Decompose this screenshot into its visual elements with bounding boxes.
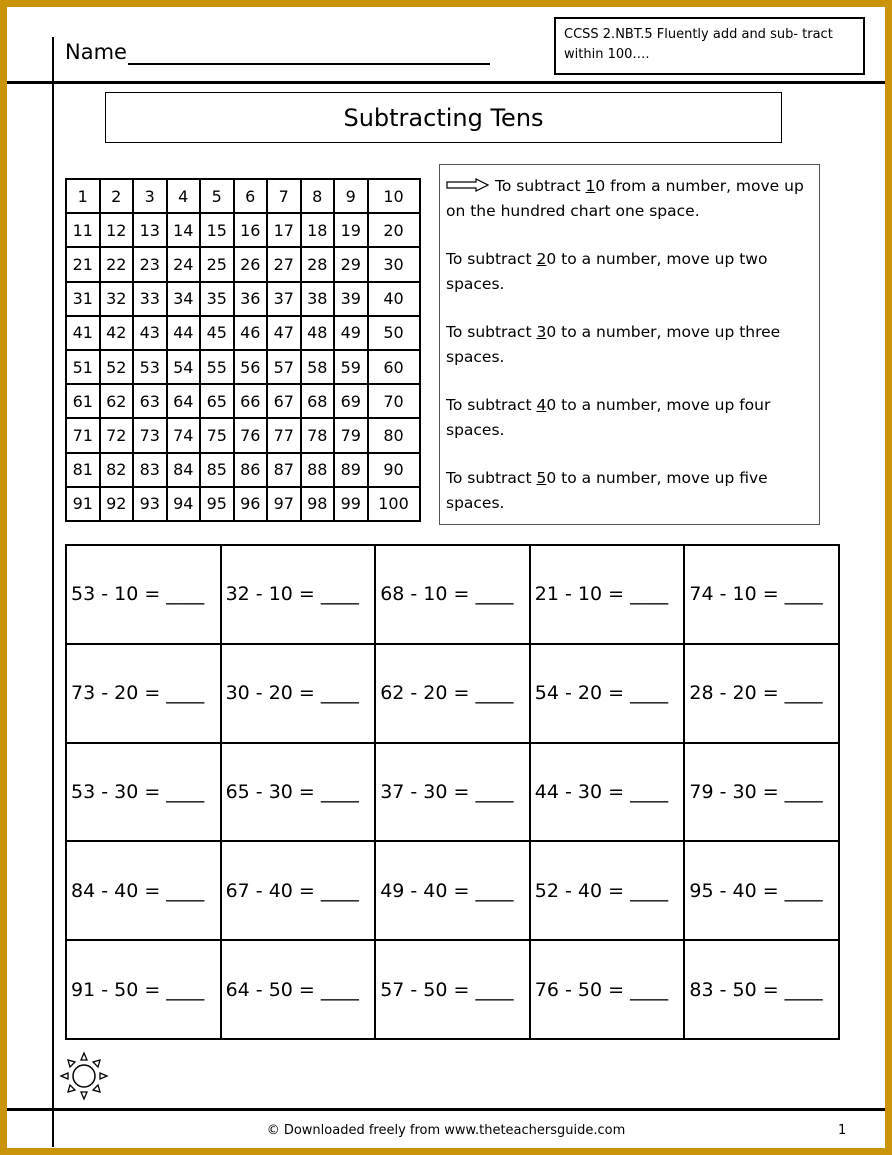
hundred-chart-cell: 1 <box>66 179 100 213</box>
instruction-text-pre: To subtract <box>495 177 586 195</box>
instruction-paragraph <box>446 320 813 370</box>
worksheet-title: Subtracting Tens <box>105 92 782 143</box>
hundred-chart-cell: 100 <box>368 487 420 521</box>
hundred-chart-cell: 75 <box>200 418 234 452</box>
hundred-chart-cell: 24 <box>167 247 201 281</box>
hundred-chart-cell: 20 <box>368 213 420 247</box>
subtraction-problem[interactable]: 83 - 50 = ____ <box>685 941 840 1040</box>
instruction-text-num-u: 5 <box>536 469 547 487</box>
hundred-chart-cell: 6 <box>234 179 268 213</box>
hundred-chart-cell: 60 <box>368 350 420 384</box>
hundred-chart-cell: 94 <box>167 487 201 521</box>
name-label: Name <box>65 40 127 64</box>
hundred-chart-cell: 95 <box>200 487 234 521</box>
subtraction-problem[interactable]: 73 - 20 = ____ <box>67 645 222 744</box>
subtraction-problem[interactable]: 37 - 30 = ____ <box>376 744 531 843</box>
subtraction-problem[interactable]: 52 - 40 = ____ <box>531 842 686 941</box>
hundred-chart-row <box>66 487 420 521</box>
hundred-chart-cell: 64 <box>167 384 201 418</box>
subtraction-problem[interactable]: 91 - 50 = ____ <box>67 941 222 1040</box>
hundred-chart-cell: 4 <box>167 179 201 213</box>
instruction-text-post: to a number, move up two spaces. <box>446 250 768 293</box>
subtraction-problem[interactable]: 30 - 20 = ____ <box>222 645 377 744</box>
instruction-paragraph <box>446 466 813 516</box>
hundred-chart-cell: 81 <box>66 453 100 487</box>
instruction-text-num-rest: 0 <box>546 250 557 268</box>
instruction-text-num-u: 1 <box>585 177 596 195</box>
hundred-chart-cell: 70 <box>368 384 420 418</box>
sun-icon <box>59 1051 109 1101</box>
hundred-chart-cell: 43 <box>133 316 167 350</box>
subtraction-problem[interactable]: 68 - 10 = ____ <box>376 546 531 645</box>
header-divider <box>7 81 885 84</box>
subtraction-problem[interactable]: 54 - 20 = ____ <box>531 645 686 744</box>
hundred-chart-row <box>66 247 420 281</box>
hundred-chart-row <box>66 453 420 487</box>
hundred-chart-cell: 85 <box>200 453 234 487</box>
hundred-chart-cell: 38 <box>301 282 335 316</box>
subtraction-problem[interactable]: 65 - 30 = ____ <box>222 744 377 843</box>
hundred-chart-cell: 99 <box>334 487 368 521</box>
hundred-chart-cell: 16 <box>234 213 268 247</box>
right-arrow-icon <box>446 178 490 192</box>
hundred-chart-cell: 93 <box>133 487 167 521</box>
hundred-chart-cell: 33 <box>133 282 167 316</box>
hundred-chart <box>65 178 421 522</box>
problems-grid <box>65 544 840 1040</box>
hundred-chart-cell: 15 <box>200 213 234 247</box>
hundred-chart-cell: 76 <box>234 418 268 452</box>
subtraction-problem[interactable]: 53 - 30 = ____ <box>67 744 222 843</box>
hundred-chart-cell: 68 <box>301 384 335 418</box>
hundred-chart-cell: 49 <box>334 316 368 350</box>
hundred-chart-cell: 78 <box>301 418 335 452</box>
hundred-chart-cell: 2 <box>100 179 134 213</box>
hundred-chart-cell: 36 <box>234 282 268 316</box>
hundred-chart-cell: 23 <box>133 247 167 281</box>
hundred-chart-cell: 29 <box>334 247 368 281</box>
name-field-line[interactable] <box>128 63 490 65</box>
standard-box: CCSS 2.NBT.5 Fluently add and sub- tract within 100…. <box>554 17 865 75</box>
hundred-chart-cell: 50 <box>368 316 420 350</box>
hundred-chart-cell: 17 <box>267 213 301 247</box>
hundred-chart-row <box>66 384 420 418</box>
subtraction-problem[interactable]: 79 - 30 = ____ <box>685 744 840 843</box>
subtraction-problem[interactable]: 64 - 50 = ____ <box>222 941 377 1040</box>
hundred-chart-cell: 30 <box>368 247 420 281</box>
hundred-chart-cell: 88 <box>301 453 335 487</box>
hundred-chart-cell: 28 <box>301 247 335 281</box>
hundred-chart-cell: 66 <box>234 384 268 418</box>
hundred-chart-row <box>66 179 420 213</box>
subtraction-problem[interactable]: 95 - 40 = ____ <box>685 842 840 941</box>
hundred-chart-cell: 21 <box>66 247 100 281</box>
hundred-chart-cell: 92 <box>100 487 134 521</box>
hundred-chart-cell: 58 <box>301 350 335 384</box>
hundred-chart-cell: 56 <box>234 350 268 384</box>
hundred-chart-cell: 7 <box>267 179 301 213</box>
margin-line <box>52 37 54 1147</box>
hundred-chart-cell: 59 <box>334 350 368 384</box>
instruction-text-post: to a number, move up five spaces. <box>446 469 768 512</box>
hundred-chart-cell: 5 <box>200 179 234 213</box>
hundred-chart-cell: 62 <box>100 384 134 418</box>
hundred-chart-cell: 53 <box>133 350 167 384</box>
hundred-chart-cell: 42 <box>100 316 134 350</box>
hundred-chart-cell: 22 <box>100 247 134 281</box>
hundred-chart-cell: 31 <box>66 282 100 316</box>
hundred-chart-cell: 9 <box>334 179 368 213</box>
instruction-text-num-u: 2 <box>536 250 547 268</box>
instruction-text-post: from a number, move up on the hundred chart one space. <box>446 177 804 220</box>
hundred-chart-cell: 27 <box>267 247 301 281</box>
hundred-chart-cell: 87 <box>267 453 301 487</box>
hundred-chart-cell: 80 <box>368 418 420 452</box>
hundred-chart-cell: 12 <box>100 213 134 247</box>
hundred-chart-cell: 79 <box>334 418 368 452</box>
subtraction-problem[interactable]: 28 - 20 = ____ <box>685 645 840 744</box>
instruction-text-num-u: 4 <box>536 396 547 414</box>
instruction-text-num-rest: 0 <box>546 469 557 487</box>
hundred-chart-cell: 54 <box>167 350 201 384</box>
hundred-chart-cell: 35 <box>200 282 234 316</box>
instruction-text-pre: To subtract <box>446 469 537 487</box>
hundred-chart-cell: 52 <box>100 350 134 384</box>
instruction-text-num-rest: 0 <box>546 323 557 341</box>
hundred-chart-cell: 14 <box>167 213 201 247</box>
instructions-box <box>439 164 820 525</box>
hundred-chart-cell: 44 <box>167 316 201 350</box>
subtraction-problem[interactable]: 49 - 40 = ____ <box>376 842 531 941</box>
subtraction-problem[interactable]: 84 - 40 = ____ <box>67 842 222 941</box>
subtraction-problem[interactable]: 44 - 30 = ____ <box>531 744 686 843</box>
worksheet-page <box>7 7 885 1148</box>
hundred-chart-cell: 10 <box>368 179 420 213</box>
hundred-chart-cell: 97 <box>267 487 301 521</box>
hundred-chart-cell: 73 <box>133 418 167 452</box>
hundred-chart-cell: 8 <box>301 179 335 213</box>
hundred-chart-cell: 82 <box>100 453 134 487</box>
subtraction-problem[interactable]: 74 - 10 = ____ <box>685 546 840 645</box>
hundred-chart-cell: 89 <box>334 453 368 487</box>
hundred-chart-cell: 41 <box>66 316 100 350</box>
instruction-text-num-u: 3 <box>536 323 547 341</box>
subtraction-problem[interactable]: 76 - 50 = ____ <box>531 941 686 1040</box>
hundred-chart-cell: 19 <box>334 213 368 247</box>
hundred-chart-cell: 63 <box>133 384 167 418</box>
subtraction-problem[interactable]: 57 - 50 = ____ <box>376 941 531 1040</box>
hundred-chart-cell: 83 <box>133 453 167 487</box>
hundred-chart-cell: 67 <box>267 384 301 418</box>
hundred-chart-row <box>66 213 420 247</box>
hundred-chart-cell: 25 <box>200 247 234 281</box>
hundred-chart-cell: 47 <box>267 316 301 350</box>
instruction-text-num-rest: 0 <box>595 177 606 195</box>
hundred-chart-cell: 84 <box>167 453 201 487</box>
hundred-chart-cell: 55 <box>200 350 234 384</box>
subtraction-problem[interactable]: 67 - 40 = ____ <box>222 842 377 941</box>
hundred-chart-cell: 61 <box>66 384 100 418</box>
instruction-text-num-rest: 0 <box>546 396 557 414</box>
hundred-chart-row <box>66 350 420 384</box>
hundred-chart-row <box>66 316 420 350</box>
hundred-chart-cell: 48 <box>301 316 335 350</box>
hundred-chart-cell: 57 <box>267 350 301 384</box>
hundred-chart-cell: 98 <box>301 487 335 521</box>
hundred-chart-cell: 26 <box>234 247 268 281</box>
instruction-text-pre: To subtract <box>446 396 537 414</box>
hundred-chart-cell: 18 <box>301 213 335 247</box>
hundred-chart-cell: 45 <box>200 316 234 350</box>
page-number: 1 <box>838 1123 847 1138</box>
hundred-chart-cell: 13 <box>133 213 167 247</box>
hundred-chart-cell: 77 <box>267 418 301 452</box>
instruction-paragraph <box>446 247 813 297</box>
subtraction-problem[interactable]: 53 - 10 = ____ <box>67 546 222 645</box>
hundred-chart-row <box>66 418 420 452</box>
instruction-text-post: to a number, move up three spaces. <box>446 323 781 366</box>
hundred-chart-cell: 39 <box>334 282 368 316</box>
footer-divider <box>7 1108 885 1111</box>
hundred-chart-cell: 11 <box>66 213 100 247</box>
hundred-chart-cell: 3 <box>133 179 167 213</box>
hundred-chart-cell: 40 <box>368 282 420 316</box>
instruction-paragraph <box>446 174 813 224</box>
hundred-chart-cell: 90 <box>368 453 420 487</box>
footer-credit: © Downloaded freely from www.theteachersguide.com <box>266 1123 626 1138</box>
hundred-chart-cell: 32 <box>100 282 134 316</box>
hundred-chart-cell: 37 <box>267 282 301 316</box>
hundred-chart-cell: 46 <box>234 316 268 350</box>
subtraction-problem[interactable]: 32 - 10 = ____ <box>222 546 377 645</box>
hundred-chart-cell: 69 <box>334 384 368 418</box>
hundred-chart-cell: 71 <box>66 418 100 452</box>
hundred-chart-cell: 72 <box>100 418 134 452</box>
hundred-chart-cell: 96 <box>234 487 268 521</box>
hundred-chart-row <box>66 282 420 316</box>
hundred-chart-cell: 74 <box>167 418 201 452</box>
hundred-chart-cell: 34 <box>167 282 201 316</box>
instruction-text-pre: To subtract <box>446 323 537 341</box>
subtraction-problem[interactable]: 62 - 20 = ____ <box>376 645 531 744</box>
hundred-chart-cell: 91 <box>66 487 100 521</box>
hundred-chart-cell: 65 <box>200 384 234 418</box>
hundred-chart-cell: 51 <box>66 350 100 384</box>
hundred-chart-cell: 86 <box>234 453 268 487</box>
subtraction-problem[interactable]: 21 - 10 = ____ <box>531 546 686 645</box>
instruction-paragraph <box>446 393 813 443</box>
instruction-text-pre: To subtract <box>446 250 537 268</box>
instruction-text-post: to a number, move up four spaces. <box>446 396 771 439</box>
